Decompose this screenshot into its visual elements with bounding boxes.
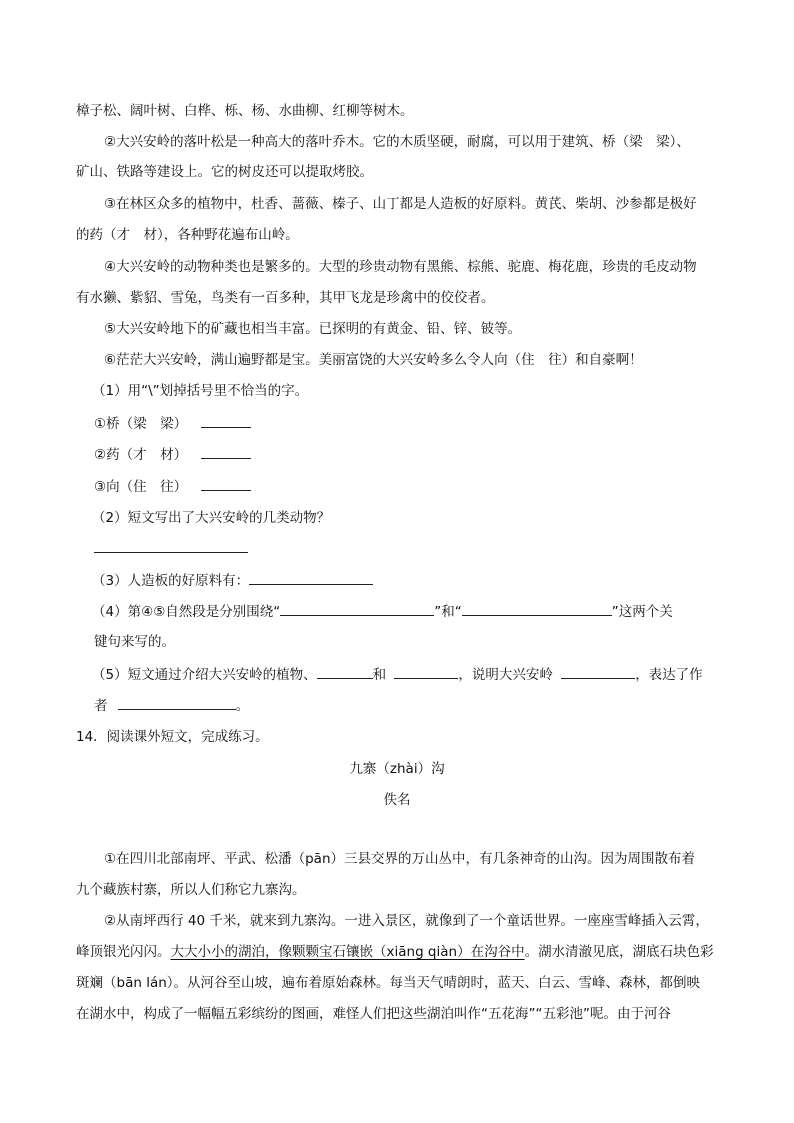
answer-blank[interactable] <box>249 570 373 585</box>
question-4-line-1 <box>92 601 673 622</box>
article-author: 佚名 <box>383 792 411 808</box>
question-1-stem: （1）用“\”划掉括号里不恰当的字。 <box>92 383 309 399</box>
question-5-text: 。 <box>235 698 250 714</box>
question-5-line-2 <box>94 695 249 716</box>
question-3-stem: （3）人造板的好原料有： <box>92 573 250 589</box>
question-5-line-1 <box>92 664 703 685</box>
answer-blank[interactable] <box>561 664 635 679</box>
question-4-text: （4）第④⑤自然段是分别围绕“ <box>92 604 281 620</box>
answer-blank[interactable] <box>94 552 248 553</box>
item-label: ①桥（梁 梁） <box>94 416 188 432</box>
question-5-text: ，说明大兴安岭 <box>458 667 553 683</box>
article-paragraph-2-line-3: 斑斓（bān lán）。从河谷至山坡，遍布着原始森林。每当天气晴朗时，蓝天、白云、雪峰、森林，都倒映 <box>76 975 701 991</box>
article-text: 。湖水清澈见底，湖底石块色彩 <box>524 944 714 960</box>
question-2-stem: （2）短文写出了大兴安岭的几类动物？ <box>92 510 331 526</box>
question-1-item-a <box>94 413 251 434</box>
article-paragraph-2-line-2 <box>76 942 714 962</box>
paragraph-4-line-2: 有水獭、紫貂、雪兔，鸟类有一百多种，其甲飞龙是珍禽中的佼佼者。 <box>76 290 495 306</box>
article-paragraph-2-line-4: 在湖水中，构成了一幅幅五彩缤纷的图画，难怪人们把这些湖泊叫作“五花海”“五彩池”呢。由于河谷 <box>76 1006 671 1022</box>
underlined-sentence: 大大小小的湖泊，像颗颗宝石镶嵌（xiāng qiàn）在沟谷中 <box>170 944 525 960</box>
answer-blank[interactable] <box>317 664 373 679</box>
article-title: 九寨（zhài）沟 <box>349 761 445 777</box>
question-1-item-b <box>94 444 251 465</box>
answer-blank[interactable] <box>462 601 612 616</box>
paragraph-3-line-1: ③在林区众多的植物中，杜香、蔷薇、榛子、山丁都是人造板的好原料。黄芪、柴胡、沙参都是极好 <box>104 196 697 212</box>
article-paragraph-1-line-1: ①在四川北部南坪、平武、松潘（pān）三县交界的万山丛中，有几条神奇的山沟。因为周围散布着 <box>104 851 695 867</box>
question-4-line-2: 键句来写的。 <box>94 634 175 650</box>
paragraph-4-line-1: ④大兴安岭的动物种类也是繁多的。大型的珍贵动物有黑熊、棕熊、驼鹿、梅花鹿，珍贵的毛皮动物 <box>104 259 697 275</box>
item-label: ②药（才 材） <box>94 447 188 463</box>
answer-blank[interactable] <box>118 695 236 710</box>
question-4-text: ”和“ <box>434 604 462 620</box>
paragraph-3-line-2: 的药（才 材），各种野花遍布山岭。 <box>76 227 299 243</box>
question-5-text: 和 <box>372 667 387 683</box>
paragraph-2-line-2: 矿山、铁路等建设上。它的树皮还可以提取烤胶。 <box>76 164 373 180</box>
paragraph-6: ⑥茫茫大兴安岭，满山遍野都是宝。美丽富饶的大兴安岭多么令人向（住 往）和自豪啊！ <box>104 352 643 368</box>
answer-blank[interactable] <box>201 476 251 491</box>
article-paragraph-1-line-2: 九个藏族村寨，所以人们称它九寨沟。 <box>76 882 306 898</box>
question-1-item-c <box>94 476 251 497</box>
question-14-heading: 14．阅读课外短文，完成练习。 <box>76 729 269 745</box>
answer-blank[interactable] <box>394 664 458 679</box>
item-label: ③向（住 往） <box>94 479 188 495</box>
question-3 <box>92 570 373 591</box>
answer-blank[interactable] <box>201 413 251 428</box>
passage-line: 樟子松、阔叶树、白桦、栎、杨、水曲柳、红柳等树木。 <box>76 103 414 119</box>
paragraph-5: ⑤大兴安岭地下的矿藏也相当丰富。已探明的有黄金、铅、锌、铍等。 <box>104 321 522 337</box>
answer-blank[interactable] <box>201 444 251 459</box>
question-5-text: ，表达了作 <box>635 667 703 683</box>
question-4-text: ”这两个关 <box>611 604 673 620</box>
question-5-text: （5）短文通过介绍大兴安岭的植物、 <box>92 667 317 683</box>
question-5-text: 者 <box>94 698 108 714</box>
article-text: 峰顶银光闪闪。 <box>76 944 171 960</box>
article-paragraph-2-line-1: ②从南坪西行 40 千米，就来到九寨沟。一进入景区，就像到了一个童话世界。一座座雪峰插入云霄， <box>104 913 709 929</box>
paragraph-2-line-1: ②大兴安岭的落叶松是一种高大的落叶乔木。它的木质坚硬，耐腐，可以用于建筑、桥（梁 梁）、 <box>104 134 690 150</box>
answer-blank[interactable] <box>280 601 434 616</box>
